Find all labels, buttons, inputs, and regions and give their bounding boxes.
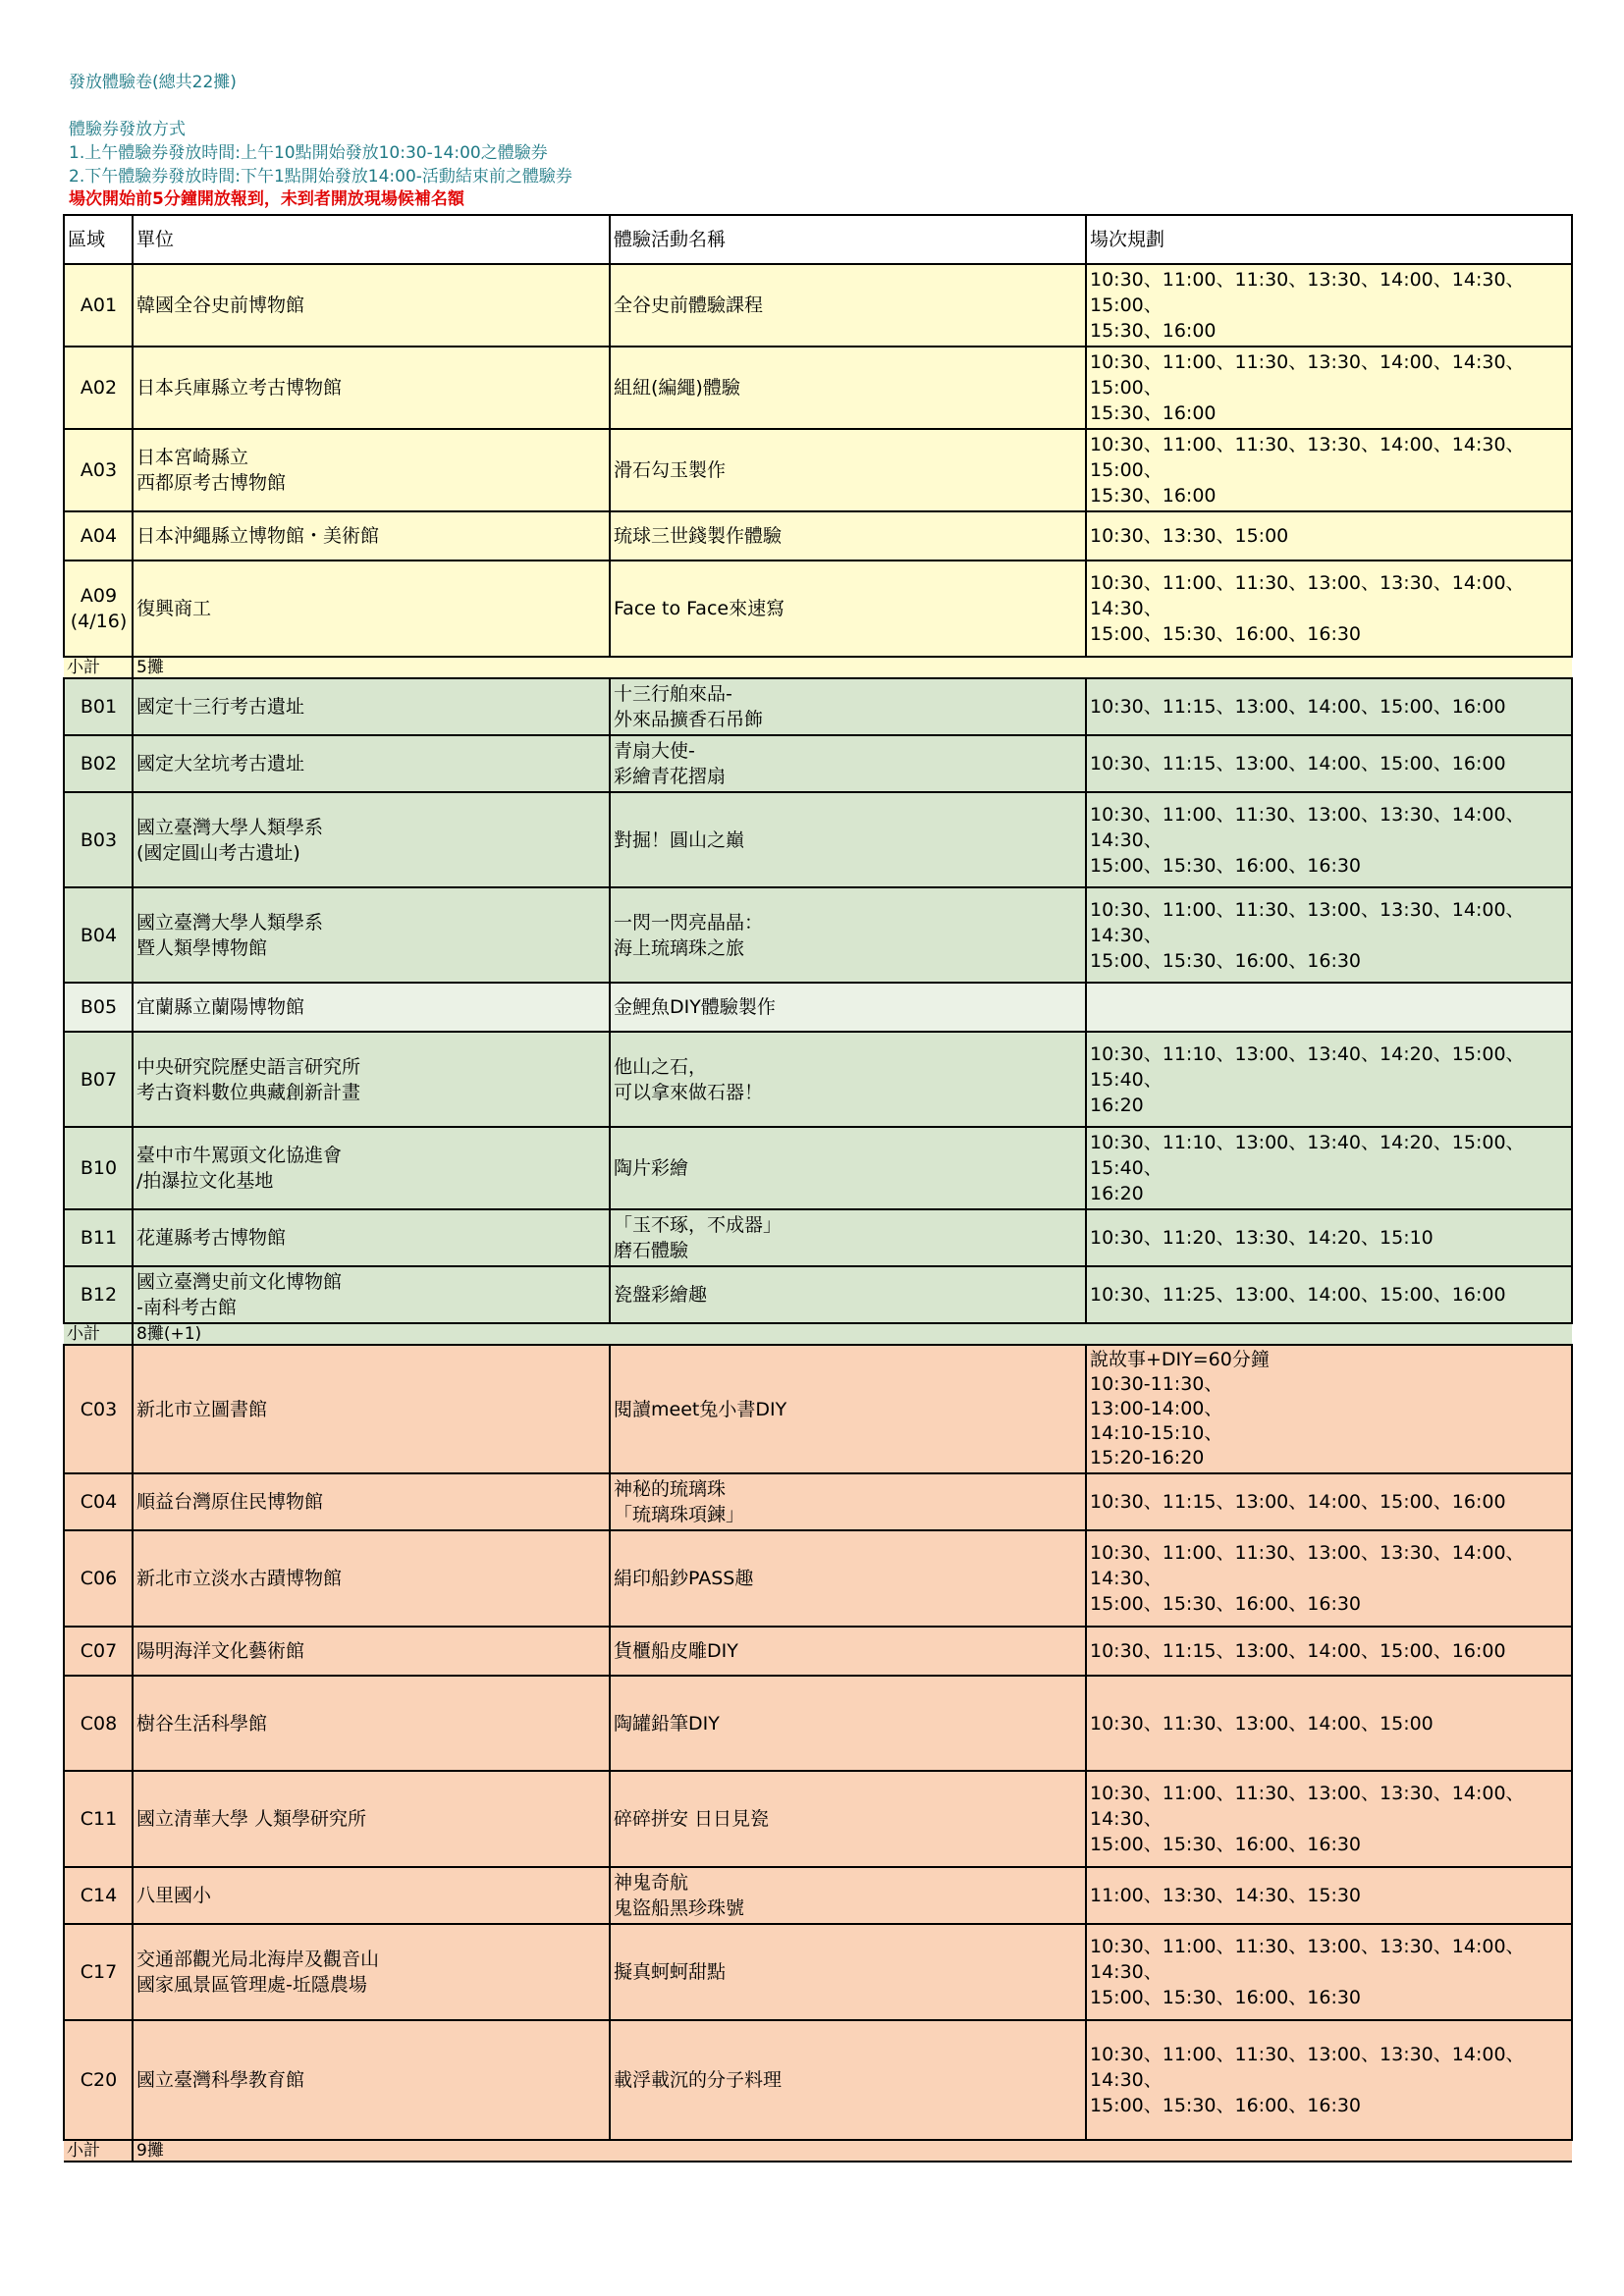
activity-cell: 貨櫃船皮雕DIY [610, 1627, 1086, 1676]
sessions-cell: 10:30、11:15、13:00、14:00、15:00、16:00 [1086, 1627, 1572, 1676]
table-row [64, 1627, 1572, 1676]
sessions-cell: 10:30、11:00、11:30、13:00、13:30、14:00、14:30、 15:00、15:30、16:00、16:30 [1086, 561, 1572, 657]
method-line-2: 2.下午體驗券發放時間:下午1點開始發放14:00-活動結束前之體驗券 [69, 167, 572, 187]
unit-cell: 日本兵庫縣立考古博物館 [133, 347, 610, 429]
table-row [64, 1473, 1572, 1530]
col-header-area: 區域 [64, 215, 133, 264]
unit-cell: 新北市立圖書館 [133, 1345, 610, 1473]
sessions-cell: 10:30、11:10、13:00、13:40、14:20、15:00、15:40、 16:20 [1086, 1127, 1572, 1209]
area-cell: B03 [64, 792, 133, 887]
table-row [64, 983, 1572, 1032]
notice-text: 場次開始前5分鐘開放報到，未到者開放現場候補名額 [69, 189, 464, 209]
subtotal-label: 小計 [64, 657, 133, 678]
sessions-cell: 10:30、11:10、13:00、13:40、14:20、15:00、15:40、 16:20 [1086, 1032, 1572, 1127]
activity-cell: 一閃一閃亮晶晶： 海上琉璃珠之旅 [610, 887, 1086, 983]
activity-cell: 組紐(編繩)體驗 [610, 347, 1086, 429]
sessions-cell: 10:30、11:30、13:00、14:00、15:00 [1086, 1676, 1572, 1771]
subtotal-label: 小計 [64, 1323, 133, 1345]
unit-cell: 樹谷生活科學館 [133, 1676, 610, 1771]
unit-cell: 花蓮縣考古博物館 [133, 1209, 610, 1266]
sessions-cell: 10:30、11:00、11:30、13:30、14:00、14:30、15:00、 15:30、16:00 [1086, 429, 1572, 511]
subtotal-value: 8攤(+1) [133, 1323, 1572, 1345]
table-row [64, 1266, 1572, 1323]
area-cell: B01 [64, 678, 133, 735]
activity-cell: 金鯉魚DIY體驗製作 [610, 983, 1086, 1032]
method-line-1: 1.上午體驗券發放時間:上午10點開始發放10:30-14:00之體驗券 [69, 143, 548, 163]
sessions-cell: 10:30、11:15、13:00、14:00、15:00、16:00 [1086, 735, 1572, 792]
table-row [64, 347, 1572, 429]
activity-cell: 碎碎拼安 日日見瓷 [610, 1771, 1086, 1867]
activity-cell: 琉球三世錢製作體驗 [610, 511, 1086, 561]
activity-cell: 陶片彩繪 [610, 1127, 1086, 1209]
table-row [64, 1127, 1572, 1209]
table-row [64, 511, 1572, 561]
area-cell: B11 [64, 1209, 133, 1266]
activity-cell: 神秘的琉璃珠 「琉璃珠項鍊」 [610, 1473, 1086, 1530]
unit-cell: 宜蘭縣立蘭陽博物館 [133, 983, 610, 1032]
area-cell: C03 [64, 1345, 133, 1473]
unit-cell: 國定十三行考古遺址 [133, 678, 610, 735]
sessions-cell: 10:30、11:00、11:30、13:00、13:30、14:00、14:30、 15:00、15:30、16:00、16:30 [1086, 1924, 1572, 2020]
area-cell: B10 [64, 1127, 133, 1209]
table-row [64, 1209, 1572, 1266]
sessions-cell: 10:30、11:00、11:30、13:30、14:00、14:30、15:00、 15:30、16:00 [1086, 347, 1572, 429]
unit-cell: 國立臺灣科學教育館 [133, 2020, 610, 2140]
table-row [64, 678, 1572, 735]
subtotal-value: 5攤 [133, 657, 1572, 678]
table-row [64, 1345, 1572, 1473]
table-row [64, 1867, 1572, 1924]
area-cell: C14 [64, 1867, 133, 1924]
sessions-cell: 10:30、13:30、15:00 [1086, 511, 1572, 561]
table-row [64, 1771, 1572, 1867]
area-cell: B05 [64, 983, 133, 1032]
sessions-cell: 說故事+DIY=60分鐘 10:30-11:30、 13:00-14:00、 14:10-15:10、 15:20-16:20 [1086, 1345, 1572, 1473]
table-row [64, 1032, 1572, 1127]
area-cell: C08 [64, 1676, 133, 1771]
table-row [64, 429, 1572, 511]
sessions-cell [1086, 983, 1572, 1032]
sessions-cell: 10:30、11:00、11:30、13:00、13:30、14:00、14:30、 15:00、15:30、16:00、16:30 [1086, 887, 1572, 983]
area-cell: A03 [64, 429, 133, 511]
area-cell: B04 [64, 887, 133, 983]
activity-cell: 他山之石， 可以拿來做石器！ [610, 1032, 1086, 1127]
sessions-cell: 10:30、11:25、13:00、14:00、15:00、16:00 [1086, 1266, 1572, 1323]
activity-cell: 十三行舶來品- 外來品擴香石吊飾 [610, 678, 1086, 735]
sessions-cell: 10:30、11:00、11:30、13:00、13:30、14:00、14:30、 15:00、15:30、16:00、16:30 [1086, 1530, 1572, 1627]
sessions-cell: 10:30、11:00、11:30、13:00、13:30、14:00、14:30、 15:00、15:30、16:00、16:30 [1086, 1771, 1572, 1867]
area-cell: A04 [64, 511, 133, 561]
activity-cell: Face to Face來速寫 [610, 561, 1086, 657]
area-cell: A09 (4/16) [64, 561, 133, 657]
unit-cell: 日本宮崎縣立 西都原考古博物館 [133, 429, 610, 511]
col-header-activity: 體驗活動名稱 [610, 215, 1086, 264]
area-cell: C17 [64, 1924, 133, 2020]
sessions-cell: 10:30、11:15、13:00、14:00、15:00、16:00 [1086, 1473, 1572, 1530]
area-cell: C07 [64, 1627, 133, 1676]
table-row [64, 792, 1572, 887]
table-row [64, 264, 1572, 347]
area-cell: A01 [64, 264, 133, 347]
area-cell: B12 [64, 1266, 133, 1323]
subtotal-row [64, 1323, 1572, 1345]
unit-cell: 國立臺灣大學人類學系 (國定圓山考古遺址) [133, 792, 610, 887]
unit-cell: 韓國全谷史前博物館 [133, 264, 610, 347]
subtotal-row [64, 2140, 1572, 2162]
activity-cell: 滑石勾玉製作 [610, 429, 1086, 511]
activity-cell: 絹印船鈔PASS趣 [610, 1530, 1086, 1627]
unit-cell: 國定大坌坑考古遺址 [133, 735, 610, 792]
table-row [64, 735, 1572, 792]
activity-cell: 神鬼奇航 鬼盜船黑珍珠號 [610, 1867, 1086, 1924]
activity-cell: 全谷史前體驗課程 [610, 264, 1086, 347]
sessions-cell: 11:00、13:30、14:30、15:30 [1086, 1867, 1572, 1924]
table-row [64, 2020, 1572, 2140]
activity-cell: 閱讀meet兔小書DIY [610, 1345, 1086, 1473]
unit-cell: 臺中市牛罵頭文化協進會 /拍瀑拉文化基地 [133, 1127, 610, 1209]
col-header-unit: 單位 [133, 215, 610, 264]
sessions-cell: 10:30、11:20、13:30、14:20、15:10 [1086, 1209, 1572, 1266]
unit-cell: 國立臺灣大學人類學系 暨人類學博物館 [133, 887, 610, 983]
area-cell: C20 [64, 2020, 133, 2140]
unit-cell: 國立清華大學 人類學研究所 [133, 1771, 610, 1867]
page-title: 發放體驗卷(總共22攤) [69, 73, 237, 92]
sessions-cell: 10:30、11:15、13:00、14:00、15:00、16:00 [1086, 678, 1572, 735]
area-cell: B02 [64, 735, 133, 792]
table-row [64, 1530, 1572, 1627]
activity-cell: 載浮載沉的分子料理 [610, 2020, 1086, 2140]
schedule-table [63, 214, 1573, 2163]
col-header-sessions: 場次規劃 [1086, 215, 1572, 264]
unit-cell: 順益台灣原住民博物館 [133, 1473, 610, 1530]
activity-cell: 青扇大使- 彩繪青花摺扇 [610, 735, 1086, 792]
table-row [64, 1924, 1572, 2020]
unit-cell: 中央研究院歷史語言研究所 考古資料數位典藏創新計畫 [133, 1032, 610, 1127]
activity-cell: 「玉不琢，不成器」 磨石體驗 [610, 1209, 1086, 1266]
subtotal-value: 9攤 [133, 2140, 1572, 2162]
activity-cell: 對掘！圓山之巔 [610, 792, 1086, 887]
subtotal-label: 小計 [64, 2140, 133, 2162]
area-cell: B07 [64, 1032, 133, 1127]
subtotal-row [64, 657, 1572, 678]
unit-cell: 復興商工 [133, 561, 610, 657]
activity-cell: 瓷盤彩繪趣 [610, 1266, 1086, 1323]
area-cell: C04 [64, 1473, 133, 1530]
unit-cell: 新北市立淡水古蹟博物館 [133, 1530, 610, 1627]
area-cell: A02 [64, 347, 133, 429]
sessions-cell: 10:30、11:00、11:30、13:30、14:00、14:30、15:00、 15:30、16:00 [1086, 264, 1572, 347]
activity-cell: 擬真蚵蚵甜點 [610, 1924, 1086, 2020]
area-cell: C06 [64, 1530, 133, 1627]
activity-cell: 陶罐鉛筆DIY [610, 1676, 1086, 1771]
unit-cell: 日本沖繩縣立博物館・美術館 [133, 511, 610, 561]
table-row [64, 561, 1572, 657]
area-cell: C11 [64, 1771, 133, 1867]
unit-cell: 國立臺灣史前文化博物館 -南科考古館 [133, 1266, 610, 1323]
table-header-row [64, 215, 1572, 264]
table-row [64, 1676, 1572, 1771]
method-title: 體驗券發放方式 [69, 120, 186, 139]
unit-cell: 陽明海洋文化藝術館 [133, 1627, 610, 1676]
unit-cell: 八里國小 [133, 1867, 610, 1924]
sessions-cell: 10:30、11:00、11:30、13:00、13:30、14:00、14:30、 15:00、15:30、16:00、16:30 [1086, 792, 1572, 887]
unit-cell: 交通部觀光局北海岸及觀音山 國家風景區管理處-坵隱農場 [133, 1924, 610, 2020]
sessions-cell: 10:30、11:00、11:30、13:00、13:30、14:00、14:30、 15:00、15:30、16:00、16:30 [1086, 2020, 1572, 2140]
table-row [64, 887, 1572, 983]
